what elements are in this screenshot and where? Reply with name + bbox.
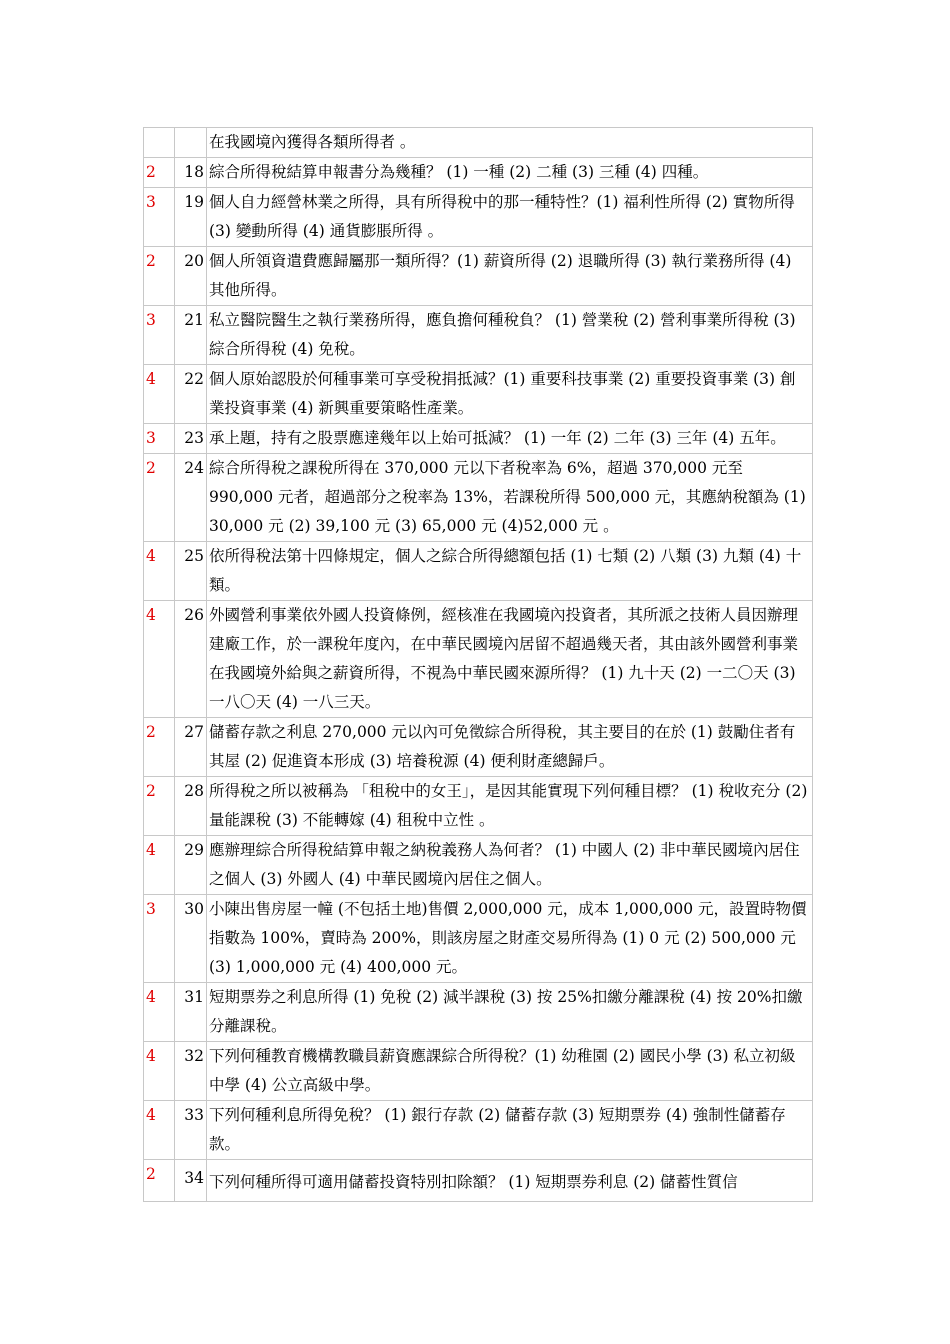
question-text: 個人所領資遣費應歸屬那一類所得？(1) 薪資所得 (2) 退職所得 (3) 執行業務所得 (4) 其他所得。 <box>207 247 813 306</box>
answer-cell: 3 <box>144 895 175 983</box>
question-text: 綜合所得稅結算申報書分為幾種？ (1) 一種 (2) 二種 (3) 三種 (4) 四種。 <box>207 158 813 188</box>
question-text: 下列何種教育機構教職員薪資應課綜合所得稅？(1) 幼稚園 (2) 國民小學 (3) 私立初級中學 (4) 公立高級中學。 <box>207 1042 813 1101</box>
answer-cell: 4 <box>144 1101 175 1160</box>
question-text: 個人原始認股於何種事業可享受稅捐抵減？(1) 重要科技事業 (2) 重要投資事業 (3) 創業投資事業 (4) 新興重要策略性產業。 <box>207 365 813 424</box>
table-row <box>144 365 813 424</box>
question-number: 24 <box>175 454 207 542</box>
table-row <box>144 128 813 158</box>
question-number: 20 <box>175 247 207 306</box>
table-row <box>144 158 813 188</box>
question-text: 下列何種利息所得免稅？ (1) 銀行存款 (2) 儲蓄存款 (3) 短期票券 (4) 強制性儲蓄存款。 <box>207 1101 813 1160</box>
answer-cell: 3 <box>144 188 175 247</box>
answer-cell <box>144 128 175 158</box>
question-number: 28 <box>175 777 207 836</box>
table-row <box>144 1160 813 1202</box>
table-row <box>144 454 813 542</box>
table-row <box>144 247 813 306</box>
question-text: 小陳出售房屋一幢 (不包括土地)售價 2,000,000 元，成本 1,000,000 元，設置時物價指數為 100%，賣時為 200%，則該房屋之財產交易所得為 (1) 0 元 (2) 500,000 元 (3) 1,000,000 元 (4) 400,000 元。 <box>207 895 813 983</box>
answer-cell: 2 <box>144 454 175 542</box>
answer-cell: 2 <box>144 1160 175 1202</box>
question-number: 32 <box>175 1042 207 1101</box>
question-text: 在我國境內獲得各類所得者 。 <box>207 128 813 158</box>
question-number <box>175 128 207 158</box>
table-row <box>144 601 813 718</box>
table-row <box>144 983 813 1042</box>
question-text: 短期票券之利息所得 (1) 免稅 (2) 減半課稅 (3) 按 25%扣繳分離課稅 (4) 按 20%扣繳分離課稅。 <box>207 983 813 1042</box>
answer-cell: 4 <box>144 542 175 601</box>
answer-cell: 3 <box>144 306 175 365</box>
answer-cell: 2 <box>144 777 175 836</box>
answer-cell: 3 <box>144 424 175 454</box>
question-number: 33 <box>175 1101 207 1160</box>
question-number: 19 <box>175 188 207 247</box>
question-number: 30 <box>175 895 207 983</box>
answer-cell: 4 <box>144 836 175 895</box>
table-row <box>144 1042 813 1101</box>
question-number: 18 <box>175 158 207 188</box>
table-row <box>144 895 813 983</box>
table-row <box>144 306 813 365</box>
table-row <box>144 188 813 247</box>
question-number: 27 <box>175 718 207 777</box>
question-number: 26 <box>175 601 207 718</box>
table-row <box>144 777 813 836</box>
question-number: 31 <box>175 983 207 1042</box>
question-number: 21 <box>175 306 207 365</box>
question-number: 23 <box>175 424 207 454</box>
question-number: 22 <box>175 365 207 424</box>
question-text: 外國營利事業依外國人投資條例，經核准在我國境內投資者，其所派之技術人員因辦理建廠工作，於一課稅年度內，在中華民國境內居留不超過幾天者，其由該外國營利事業在我國境外給與之薪資所得，不視為中華民國來源所得？ (1) 九十天 (2) 一二〇天 (3) 一八〇天 (4) 一八三天。 <box>207 601 813 718</box>
question-text: 私立醫院醫生之執行業務所得，應負擔何種稅負？ (1) 營業稅 (2) 營利事業所得稅 (3) 綜合所得稅 (4) 免稅。 <box>207 306 813 365</box>
table-row <box>144 542 813 601</box>
answer-cell: 4 <box>144 983 175 1042</box>
question-text: 個人自力經營林業之所得，具有所得稅中的那一種特性？(1) 福利性所得 (2) 實物所得 (3) 變動所得 (4) 通貨膨脹所得 。 <box>207 188 813 247</box>
question-number: 25 <box>175 542 207 601</box>
question-number: 34 <box>175 1160 207 1202</box>
answer-cell: 2 <box>144 158 175 188</box>
question-text: 所得稅之所以被稱為 「租稅中的女王」，是因其能實現下列何種目標？ (1) 稅收充分 (2) 量能課稅 (3) 不能轉嫁 (4) 租稅中立性 。 <box>207 777 813 836</box>
table-row <box>144 836 813 895</box>
answer-cell: 4 <box>144 601 175 718</box>
question-text: 承上題，持有之股票應達幾年以上始可抵減？ (1) 一年 (2) 二年 (3) 三年 (4) 五年。 <box>207 424 813 454</box>
table-row <box>144 718 813 777</box>
question-number: 29 <box>175 836 207 895</box>
question-table <box>143 127 813 1202</box>
question-text: 綜合所得稅之課稅所得在 370,000 元以下者稅率為 6%，超過 370,000 元至 990,000 元者，超過部分之稅率為 13%，若課稅所得 500,000 元，其應納稅額為 (1) 30,000 元 (2) 39,100 元 (3) 65,000 元 (4)52,000 元 。 <box>207 454 813 542</box>
answer-cell: 2 <box>144 718 175 777</box>
table-row <box>144 424 813 454</box>
question-text: 儲蓄存款之利息 270,000 元以內可免徵綜合所得稅，其主要目的在於 (1) 鼓勵住者有其屋 (2) 促進資本形成 (3) 培養稅源 (4) 便利財產總歸戶。 <box>207 718 813 777</box>
question-text: 依所得稅法第十四條規定，個人之綜合所得總額包括 (1) 七類 (2) 八類 (3) 九類 (4) 十類。 <box>207 542 813 601</box>
question-text: 下列何種所得可適用儲蓄投資特別扣除額？ (1) 短期票券利息 (2) 儲蓄性質信 <box>207 1160 813 1202</box>
question-text: 應辦理綜合所得稅結算申報之納稅義務人為何者？ (1) 中國人 (2) 非中華民國境內居住之個人 (3) 外國人 (4) 中華民國境內居住之個人。 <box>207 836 813 895</box>
answer-cell: 4 <box>144 1042 175 1101</box>
answer-cell: 4 <box>144 365 175 424</box>
answer-cell: 2 <box>144 247 175 306</box>
table-row <box>144 1101 813 1160</box>
